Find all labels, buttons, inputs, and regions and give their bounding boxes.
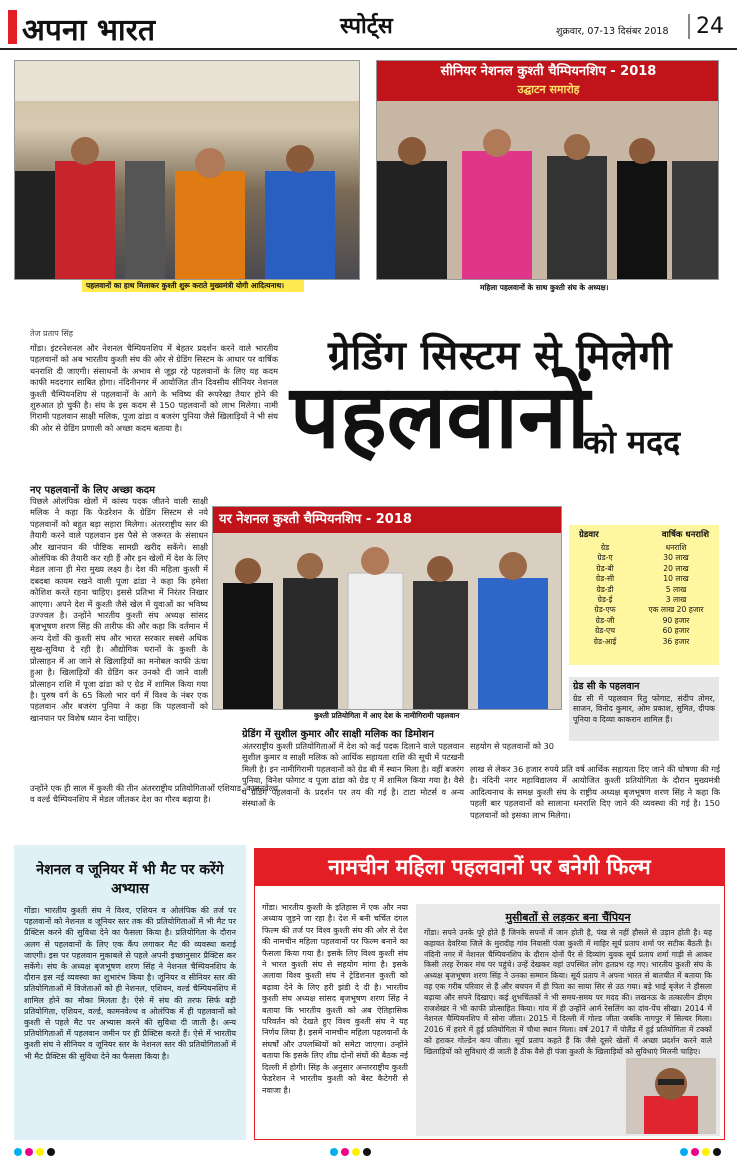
photo-caption-left: पहलवानों का हाथ मिलाकर कुश्ती शुरू कराते मुख्यमंत्री योगी आदित्यनाथ। <box>82 280 304 292</box>
table-row <box>573 626 715 636</box>
color-registration-left <box>14 1148 55 1156</box>
color-registration-far-right <box>680 1148 721 1156</box>
headline-top: ग्रेडिंग सिस्टम से मिलेगी <box>328 332 672 379</box>
grading-table <box>569 525 719 665</box>
table-row <box>573 553 715 563</box>
subhead-demotion: ग्रेडिंग में सुशील कुमार और साक्षी मलिक का डिमोशन <box>242 729 434 740</box>
table-row <box>573 564 715 574</box>
table-cell-amount: 5 लाख <box>665 584 687 594</box>
section-title: स्पोर्ट्स <box>340 13 393 39</box>
headline-end: को मदद <box>583 423 681 461</box>
table-cell-amount: एक लाख 20 हजार <box>648 605 704 615</box>
grade-c-text: ग्रेड सी में पहलवान रितु फोगाट, संदीप तोमर, साजन, विनोद कुमार, ओम प्रकाश, सुमित, दीपक पूनिया व दिव्या काकरान शामिल हैं। <box>573 694 715 724</box>
table-cell-grade: ग्रेड-बी <box>596 563 614 573</box>
table-head-grade: ग्रेडवार <box>579 530 599 540</box>
grade-c-title: ग्रेड सी के पहलवान <box>573 681 640 692</box>
table-body <box>573 543 715 647</box>
story-para-2: पिछले ओलंपिक खेलों में कांस्य पदक जीतने वाली साक्षी मलिक ने कहा कि फेडरेशन के ग्रेडिंग सिस्टम से नये पहलवानों को बहुत बड़ा सहारा मिलेगा। अंतरराष्ट्रीय स्तर की तैयारी करने वाले पहलवान इस पैसे से जरूरत के संसाधन और खानपान की पौष्टिक सामग्री खरीद सकेंगे। साक्षी ओलंपिक की तैयारी कर रही हैं और इन खेलों में देश के लिए मेडल लाना ही मेरा मुख्य लक्ष्य है। देश की महिला कुश्ती में दबदबा कायम रखने वाली पूजा ढांडा ने कहा कि हमेशा कोशिश करते रहना चाहिए। इससे प्रतिभा में निरंतर निखार आएगा। अपने देश में कुश्ती जैसे खेल में युवाओं का भविष्य उज्ज्वल है। उन्होंने भारतीय कुश्ती संघ अध्यक्ष सांसद बृजभूषण शरण सिंह की तारीफ की और कहा कि वर्तमान में अन्य देशों की कुश्ती संघ और भारत सरकार सबसे अधिक सुख-सुविधा दे रही है। औद्योगिक घरानों के कुश्ती के प्रोत्साहन में आ जाने से खिलाड़ियों का मनोबल काफी ऊंचा हुआ है। खिलाड़ियों की ग्रेडिंग कर उनको दी जाने वाली प्रोत्साहन राशि में पूजा ढांडा को ए ग्रेड में शामिल किया गया है। पुरुष वर्ग के 65 किलो भार वर्ग में विश्व के नंबर एक पहलवान और बजरंग पुनिया ने कहा कि पहलवानों को खानपान पर विशेष ध्यान देना चाहिए। <box>30 496 208 723</box>
subhead-new-wrestlers: नए पहलवानों के लिए अच्छा कदम <box>30 485 156 496</box>
logo-red-bar <box>8 10 17 44</box>
color-registration-right <box>330 1148 371 1156</box>
table-cell-grade: ग्रेड-एफ <box>594 605 616 615</box>
table-cell-amount: 30 लाख <box>663 553 689 563</box>
wrestlers-illustration <box>15 61 360 280</box>
photo-famous-wrestlers <box>212 506 562 710</box>
story-para-4: अंतरराष्ट्रीय कुश्ती प्रतियोगिताओं में देश को कई पदक दिलाने वाले पहलवान सुशील कुमार व साक्षी मलिक को आर्थिक सहायता राशि की सूची में पटखनी मिली है। इन नामीगिरामी पहलवानों को ग्रेड बी में स्थान मिला है। वहीं बजरंग पुनिया, विनेश फोगाट व पूजा ढांडा को ग्रेड ए में शामिल किया गया है। वैसे ये ग्रेडिंग पहलवानों के प्रदर्शन पर तय की गई है। टाटा मोटर्स व अन्य संस्थाओं के <box>242 741 464 809</box>
national-title: नेशनल व जूनियर में भी मैट पर करेंगे अभ्यास <box>36 862 224 897</box>
table-row <box>573 574 715 584</box>
photo-caption-center: कुश्ती प्रतियोगिता में आए देश के नामीगिरामी पहलवान <box>310 710 463 722</box>
table-cell-grade: ग्रेड-डी <box>596 584 614 594</box>
table-cell-grade: ग्रेड-ई <box>597 595 613 605</box>
table-cell-grade: ग्रेड-जी <box>595 615 615 625</box>
table-cell-grade: ग्रेड-आई <box>593 636 617 646</box>
film-text: गोंडा। भारतीय कुश्ती के इतिहास में एक और नया अध्याय जुड़ने जा रहा है। देश में बनी चर्चित दंगल फिल्म की तर्ज पर विश्व कुश्ती संघ की ओर से देश की नामचीन महिला पहलवानों पर फिल्म बनाने का फैसला किया गया है। इसके लिए विश्व कुश्ती संघ ने भारत कुश्ती संघ से सहयोग मांगा है। इसके अलावा विश्व कुश्ती संघ ने ट्रेडिशनल कुश्ती को बढ़ावा देने के लिए हरी झंडी दे दी है। भारतीय कुश्ती संघ अध्यक्ष सांसद बृजभूषण शरण सिंह ने बताया कि भारतीय कुश्ती को अब ऐतिहासिक परिवर्तन को देखते हुए विश्व कुश्ती संघ ने यह निर्णय लिया है। इसमें नामचीन महिला पहलवानों के संघर्षों और उपलब्धियों को समेटा जाएगा। उन्होंने बताया कि इसके लिए शीघ्र दोनों संघों की बैठक नई दिल्ली में होगी। सिंह के अनुसार अन्तरराष्ट्रीय कुश्ती फेडरेशन ने भारतीय कुश्ती को बेस्ट कैटेगरी से नवाजा है। <box>262 903 408 1095</box>
photo-banner-top: सीनियर नेशनल कुश्ती चैम्पियनशिप - 2018 उद्घाटन समारोह <box>377 61 719 101</box>
story-para-5a: सहयोग से पहलवानों को 30 <box>470 741 555 751</box>
table-cell-amount: 3 लाख <box>665 595 687 605</box>
champion-text: गोंडा। सपने उनके पूरे होते हैं जिनके सपनों में जान होती है, पंख से नहीं हौसले से उड़ान होती है। यह कहावत देवरिया जिले के मुरादीह गांव निवासी पंजा कुश्ती में माहिर सूर्य प्रताप शर्मा पर सटीक बैठती है। नंदिनी नगर में नेशनल चैम्पियनशिप के दौरान दोनों पैर से दिव्यांग युवक सूर्य प्रताप शर्मा गाड़ी से आकर किसी तरह रेंगकर मंच पर पहुंचे। उन्हें देखकर वहां उपस्थित लोग हतप्रभ रह गए। भारतीय कुश्ती संघ के अध्यक्ष बृजभूषण शरण सिंह ने उनका सम्मान किया। सूर्य प्रताप ने अपना भारत से बातचीत में बताया कि वह एक गरीब परिवार से हैं और बचपन में ही पिता का साया सिर से उठ गया। बड़े भाई बृजेश ने हौसला बढ़ाया और सपने दिखाए। कई शुभचिंतकों ने भी समय-समय पर मदद की। लखनऊ के तत्कालीन डीएम राजशेखर ने भी काफी प्रोत्साहित किया। गांव में ही उन्होंने आर्म रेसलिंग का दांव-पेंच सीखा। 2014 में नेशनल चैम्पियनशिप में सोना जीता। 2015 में दिल्ली में गोल्ड जीता जबकि नागपुर में सिल्वर मिला। 2016 में हरारे में हुई प्रतियोगिता में चौथा स्थान मिला। वर्ष 2017 में पोलैंड में हुई प्रतियोगिता में टक्कों को हराकर गोल्डेन कप जीता। सूर्य प्रताप कहते हैं कि जैसे दूसरे खेलों में अच्छा प्रदर्शन करने वाले खिलाड़ियों को सुविधाएं दी जाती है ठीक वैसे ही पंजा कुश्ती के खिलाड़ियों को सुविधाएं मिलनी चाहिए। <box>424 928 712 1056</box>
table-cell-grade: ग्रेड <box>600 543 610 552</box>
group-illustration <box>213 533 562 710</box>
photo-women-wrestlers <box>376 60 719 280</box>
newspaper-logo: अपना भारत <box>22 13 156 48</box>
table-cell-amount: 36 हजार <box>662 636 690 646</box>
photo-caption-right: महिला पहलवानों के साथ कुश्ती संघ के अध्यक्ष। <box>476 282 676 294</box>
table-row <box>573 543 715 553</box>
table-cell-grade: ग्रेड-सी <box>595 574 615 584</box>
grade-c-box <box>569 677 719 741</box>
story-intro: गोंडा। इंटरनेशनल और नेशनल चैम्पियनशिप में बेहतर प्रदर्शन करने वाले भारतीय पहलवानों को अब भारतीय कुश्ती संघ की ओर से ग्रेडिंग सिस्टम के आधार पर वार्षिक धनराशि दी जाएगी। संसाधनों के अभाव से जूझ रहे पहलवानों के लिए यह कदम काफी मददगार साबित होगा। नंदिनीनगर में आयोजित तीन दिवसीय सीनियर नेशनल कुश्ती चैम्पियनशिप से पहलवानों के आगे के भविष्य की रूपरेखा तैयार होने की शुरुआत हो चुकी है। संघ के इस कदम से 150 पहलवानों को लाभ मिलेगा। नामी गिरामी पहलवान साक्षी मलिक, पूजा ढांडा व बजरंग पुनिया जैसे खिलाड़ियों ने भी संघ की ओर से ग्रेडिंग प्रणाली को अच्छा कदम बताया है। <box>30 343 278 433</box>
table-row <box>573 585 715 595</box>
table-cell-amount: 60 हजार <box>662 626 690 636</box>
story-para-3: उन्होंने एक ही साल में कुश्ती की तीन अंतरराष्ट्रीय प्रतियोगिताओं एशियाड, कामनवेल्थ व वर्ल्ड चैम्पियनशिप में मेडल जीतकर देश का गौरव बढ़ाया है। <box>30 783 278 805</box>
national-box <box>14 845 246 1140</box>
story-para-5: लाख से लेकर 36 हजार रुपये प्रति वर्ष आर्थिक सहायता दिए जाने की घोषणा की गई है। नंदिनी नगर महाविद्यालय में आयोजित कुश्ती प्रतियोगिता के दौरान मुख्यमंत्री आदित्यनाथ के समक्ष कुश्ती संघ के राष्ट्रीय अध्यक्ष बृजभूषण शरण सिंह ने कहा कि पहली बार पहलवानों को सालाना धनराशि दिए जाने की व्यवस्था की गई है। 150 पहलवानों को इसका लाभ मिलेगा। <box>470 764 720 820</box>
center-banner: यर नेशनल कुश्ती चैम्पियनशिप - 2018 <box>213 507 561 533</box>
table-cell-grade: ग्रेड-ए <box>597 553 613 563</box>
champion-title: मुसीबतों से लड़कर बना चैंपियन <box>505 911 631 924</box>
page-number: 24 <box>688 14 724 39</box>
table-row <box>573 616 715 626</box>
byline: तेज प्रताप सिंह <box>30 329 74 338</box>
women-illustration <box>377 101 719 280</box>
national-text: गोंडा। भारतीय कुश्ती संघ ने विश्व, एशियन व ओलंपिक की तर्ज पर पहलवानों को नेशनल व जूनियर स्तर तक की प्रतियोगिताओं में भी मैट पर प्रैक्टिस करने की सुविधा देने का फैसला किया है। प्रतियोगिता के दौरान अलग से पहलवानों के लिए एक कैंप लगाकर मैट की व्यवस्था कराई जाएगी। इस पर पहलवान मुकाबले से पहले अपनी इच्छानुसार प्रैक्टिस कर सकेंगे। संघ के अध्यक्ष बृजभूषण शरण सिंह ने नेशनल चैम्पियनशिप के दौरान इस नई व्यवस्था का शुभारंभ किया है। जूनियर व सीनियर स्तर की प्रतियोगिताओं में विजेताओं को ही नेशनल, एशियन, वर्ल्ड चैम्पियनशिप में शामिल होने का मौका मिलता है। ऐसे में संघ की तरफ सिर्फ बड़ी प्रतियोगिता, एशियन, वर्ल्ड, कामनवेल्थ व ओलंपिक में ही पहलवानों को कुश्ती से पहले मैट पर अभ्यास करने की सुविधा दी जाती है। अन्य प्रतियोगिताओं में पहलवान जमीन पर ही प्रैक्टिस करते हैं। ऐसे में भारतीय कुश्ती संघ ने सीनियर व जूनियर स्तर के नेशनल स्तर की प्रतियोगिताओं में भी मैट प्रैक्टिस की सुविधा देने का फैसला किया है। <box>24 906 236 1061</box>
table-cell-amount: 10 लाख <box>663 574 689 584</box>
photo-cm-wrestlers <box>14 60 360 280</box>
table-row <box>573 637 715 647</box>
table-head-amount: वार्षिक धनराशि <box>661 530 709 540</box>
table-cell-amount: 20 लाख <box>663 563 689 573</box>
table-cell-amount: 90 हजार <box>662 615 690 625</box>
table-row <box>573 595 715 605</box>
table-cell-grade: ग्रेड-एच <box>594 626 616 636</box>
issue-date: शुक्रवार, 07-13 दिसंबर 2018 <box>556 26 669 37</box>
champion-portrait <box>626 1058 716 1134</box>
headline-big: पहलवानों <box>290 364 590 468</box>
film-title: नामचीन महिला पहलवानों पर बनेगी फिल्म <box>254 848 725 886</box>
table-cell-amount: धनराशि <box>665 543 687 552</box>
masthead <box>0 0 737 50</box>
table-row <box>573 605 715 615</box>
